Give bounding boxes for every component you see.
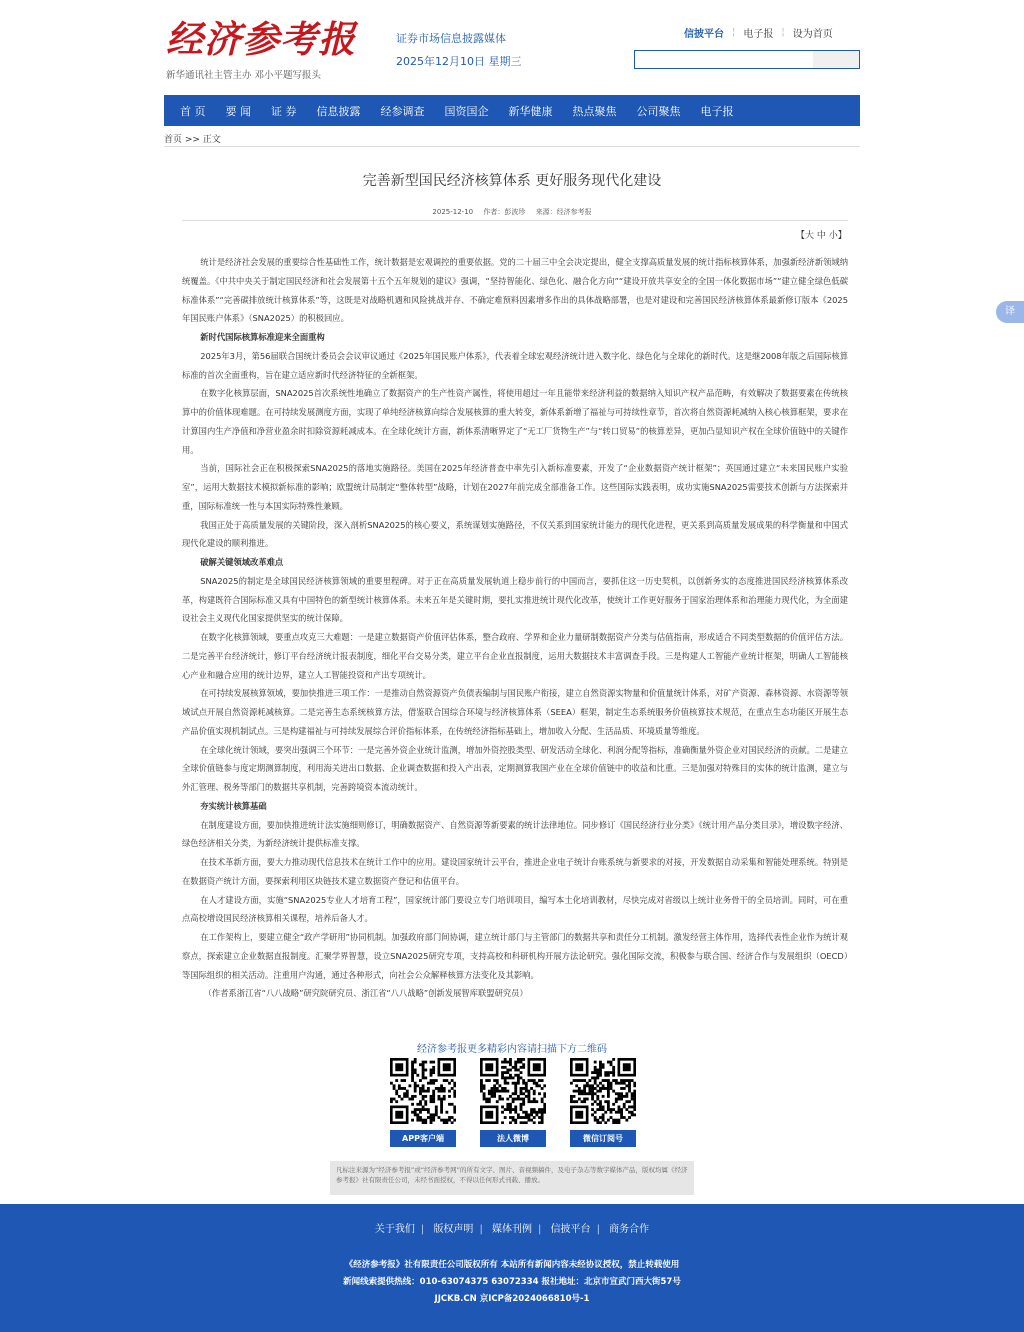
footer-icp: JJCKB.CN 京ICP备2024066810号-1 — [434, 1294, 590, 1304]
article-paragraph: 在数字化核算层面，SNA2025首次系统性地确立了数据资产的生产性资产属性，将使用超过一年且能带来经济利益的数据纳入知识产权产品范畴，有效解决了数据要素在传统核算中的价值体现难题。在可持续发展测度方面，实现了单纯经济核算向综合发展核算的重大转变，新体系新增了福祉与可持续性章节，首次将自然资源耗减纳入核心核算框架，要求在计算国内生产净值和净营业盈余时扣除资源耗减成本。在全球化统计方面，新体系清晰界定了“无工厂货物生产”与“转口贸易”的核算差异，更加凸显知识产权在全球价值链中的关键作用。 — [182, 388, 848, 455]
article-meta — [164, 207, 860, 217]
translate-button[interactable]: 译 — [996, 301, 1024, 323]
footer-link-disclosure[interactable]: 信披平台 — [550, 1224, 591, 1235]
article-paragraph: （作者系浙江省“八八战略”研究院研究员、浙江省“八八战略”创新发展智库联盟研究员） — [203, 988, 528, 999]
top-link-disclosure[interactable]: 信披平台 — [684, 29, 724, 40]
current-date: 2025年12月10日 星期三 — [396, 55, 522, 68]
qr-code-icon — [390, 1058, 456, 1124]
article-paragraph: 统计是经济社会发展的重要综合性基础性工作，统计数据是宏观调控的重要依据。党的二十届三中全会决定提出，健全支撑高质量发展的统计指标核算体系，加强新经济新领域纳统覆盖。《中共中央关于制定国民经济和社会发展第十五个五年规划的建议》强调，“坚持智能化、绿色化、融合化方向”“建设开放共享安全的全国一体化数据市场”“建立健全绿色低碳标准体系”“完善碳排放统计核算体系”等，这既是对战略机遇和风险挑战并存、不确定难预料因素增多作出的具体战略部署，也是对建设和完善国民经济核算体系最新修订版本《2025年国民账户体系》（SNA2025）的积极回应。 — [182, 257, 848, 324]
footer-link-business[interactable]: 商务合作 — [609, 1224, 650, 1235]
divider: | — [479, 1224, 483, 1235]
article-author: 作者：彭波珍 — [483, 208, 526, 216]
divider: ¦ — [781, 27, 785, 38]
article-paragraph: 在可持续发展核算领域，要加快推进三项工作：一是推动自然资源资产负债表编制与国民账户衔接，建立自然资源实物量和价值量统计体系，对矿产资源、森林资源、水资源等领域试点开展自然资源耗减核算。二是完善生态系统核算方法，借鉴联合国综合环境与经济核算体系（SEEA）框架，制定生态系统服务价值核算技术规范，在重点生态功能区开展生态产品价值实现机制试点。三是构建福祉与可持续发展综合评价指标体系，在传统经济指标基础上，增加收入分配、生活品质、环境质量等维度。 — [182, 688, 848, 736]
article-title: 完善新型国民经济核算体系 更好服务现代化建设 — [362, 173, 662, 189]
article-body — [182, 253, 848, 1003]
divider: | — [596, 1224, 600, 1235]
qr-wechat[interactable] — [570, 1058, 636, 1147]
article-paragraph: 我国正处于高质量发展的关键阶段，深入剖析SNA2025的核心要义，系统谋划实施路径，不仅关系到国家统计能力的现代化进程，更关系到高质量发展成果的科学衡量和中国式现代化建设的顺利推进。 — [182, 519, 848, 549]
nav-item-epaper[interactable]: 电子报 — [700, 104, 734, 118]
qr-label-wechat: 微信订阅号 — [570, 1130, 636, 1147]
top-links — [676, 25, 841, 40]
article-paragraph: 在制度建设方面，要加快推进统计法实施细则修订，明确数据资产、自然资源等新要素的统计法律地位。同步修订《国民经济行业分类》《统计用产品分类目录》，增设数字经济、绿色经济相关分类，为新经济统计提供标准支撑。 — [182, 819, 848, 849]
qr-weibo[interactable] — [480, 1058, 546, 1147]
article-paragraph: 当前，国际社会正在积极探索SNA2025的落地实施路径。美国在2025年经济普查中率先引入新标准要素，开发了“企业数据资产统计框架”；英国通过建立“未来国民账户实验室”，运用大数据技术模拟新标准的影响；欧盟统计局制定“整体转型”战略，计划在2027年前完成全部准备工作。这些国际实践表明，成功实施SNA2025需要技术创新与方法探索并重，国际标准统一性与本国实际特殊性兼顾。 — [182, 463, 848, 511]
nav-item-hot-topics[interactable]: 热点聚焦 — [572, 104, 617, 118]
footer-link-copyright[interactable]: 版权声明 — [433, 1224, 474, 1235]
article-paragraph: 2025年3月，第56届联合国统计委员会会议审议通过《2025年国民账户体系》，代表着全球宏观经济统计进入数字化、绿色化与全球化的新时代。这是继2008年版之后国际核算标准的首次全面重构，旨在建立适应新时代经济特征的全新框架。 — [182, 350, 848, 380]
footer-contact: 新闻线索提供热线：010-63074375 63072334 报社地址：北京市宣武门西大街57号 — [343, 1277, 681, 1287]
article-paragraph: 在数字化核算领域，要重点攻克三大难题：一是建立数据资产价值评估体系，整合政府、学界和企业力量研制数据资产分类与估值指南，形成适合不同类型数据的价值评估方法。二是完善平台经济统计，修订平台经济统计报表制度，细化平台交易分类，建立平台企业直报制度，运用大数据技术丰富调查手段。三是构建人工智能产业统计框架，明确人工智能核心产业和融合应用的统计边界，建立人工智能投资和产出专项统计。 — [182, 632, 848, 680]
qr-code-icon — [570, 1058, 636, 1124]
nav-item-home[interactable]: 首 页 — [180, 104, 206, 118]
divider — [182, 220, 848, 221]
section-heading: 夯实统计核算基础 — [200, 800, 267, 811]
qr-title: 经济参考报更多精彩内容请扫描下方二维码 — [417, 1044, 607, 1055]
logo-text: 经济参考报 — [166, 17, 356, 61]
top-link-epaper[interactable]: 电子报 — [743, 29, 774, 40]
section-heading: 破解关键领域改革难点 — [200, 557, 284, 567]
article-paragraph: 在人才建设方面，实施“SNA2025专业人才培育工程”，国家统计部门要设立专门培训项目，编写本土化培训教材，尽快完成对省级以上统计业务骨干的全员培训。同时，可在重点高校增设国民经济核算相关课程，培养后备人才。 — [182, 894, 848, 924]
search-button[interactable] — [813, 51, 859, 68]
footer — [0, 1204, 1024, 1332]
breadcrumb[interactable]: 首页 >> 正文 — [164, 135, 221, 145]
article-paragraph: 在工作架构上，要建立健全“政产学研用”协同机制。加强政府部门间协调，建立统计部门与主管部门的数据共享和责任分工机制。激发经营主体作用，选择代表性企业作为统计观察点，探索建立企业数据直报制度。汇聚学界智慧，设立SNA2025研究专项，支持高校和科研机构开展方法论研究。强化国际交流，积极参与联合国、经济合作与发展组织（OECD）等国际组织的相关活动。注重用户沟通，通过各种形式，向社会公众解释核算方法变化及其影响。 — [182, 932, 848, 980]
logo-subtitle: 新华通讯社主管主办 邓小平题写报头 — [166, 70, 322, 81]
font-size-controls[interactable]: 【大 中 小】 — [796, 231, 847, 241]
nav-item-investigation[interactable]: 经参调查 — [380, 104, 425, 118]
footer-link-rates[interactable]: 媒体刊例 — [492, 1224, 532, 1235]
copyright-disclaimer: 凡标注来源为“经济参考报”或“经济参考网”的所有文字、图片、音视频稿件，及电子杂志等数字媒体产品，版权均属《经济参考报》社有限责任公司，未经书面授权，不得以任何形式刊载、播放。 — [330, 1161, 694, 1195]
site-logo[interactable] — [166, 14, 356, 64]
main-nav — [164, 95, 860, 126]
footer-links — [0, 1220, 1024, 1235]
search-box — [634, 50, 860, 69]
qr-label-app: APP客户端 — [390, 1130, 456, 1147]
nav-item-news[interactable]: 要 闻 — [225, 104, 251, 118]
section-heading: 新时代国际核算标准迎来全面重构 — [200, 332, 325, 342]
article-date: 2025-12-10 — [432, 208, 474, 216]
nav-item-securities[interactable]: 证 券 — [271, 104, 297, 118]
top-link-set-homepage[interactable]: 设为首页 — [792, 29, 833, 40]
nav-item-soe[interactable]: 国资国企 — [444, 104, 489, 118]
qr-app[interactable] — [390, 1058, 456, 1147]
qr-code-icon — [480, 1058, 546, 1124]
nav-item-companies[interactable]: 公司聚焦 — [636, 104, 681, 118]
article-paragraph: SNA2025的制定是全球国民经济核算领域的重要里程碑。对于正在高质量发展轨道上稳步前行的中国而言，要抓住这一历史契机，以创新务实的态度推进国民经济核算体系改革，构建既符合国际标准又具有中国特色的新型统计核算体系。未来五年是关键时期，要扎实推进统计现代化改革，使统计工作更好服务于国家治理体系和治理能力现代化，为全面建设社会主义现代化国家提供坚实的统计保障。 — [182, 575, 848, 624]
article-source: 来源：经济参考报 — [535, 208, 592, 216]
footer-copyright: 《经济参考报》社有限责任公司版权所有 本站所有新闻内容未经协议授权，禁止转载使用 — [344, 1260, 680, 1270]
footer-link-about[interactable]: 关于我们 — [374, 1224, 415, 1235]
nav-item-health[interactable]: 新华健康 — [508, 104, 553, 118]
article-paragraph: 在技术革新方面，要大力推动现代信息技术在统计工作中的应用。建设国家统计云平台，推进企业电子统计台账系统与新要求的对接，开发数据自动采集和智能处理系统。特别是在数据资产统计方面，要探索利用区块链技术建立数据资产登记和估值平台。 — [182, 857, 848, 886]
divider — [164, 146, 860, 147]
divider: ¦ — [732, 27, 736, 38]
site-slogan: 证券市场信息披露媒体 — [396, 32, 506, 45]
divider: | — [420, 1224, 425, 1235]
nav-item-disclosure[interactable]: 信息披露 — [316, 104, 361, 118]
qr-label-weibo: 法人微博 — [480, 1130, 546, 1147]
divider: | — [538, 1224, 542, 1235]
article-paragraph: 在全球化统计领域，要突出强调三个环节：一是完善外资企业统计监测，增加外资控股类型、研发活动全球化、利润分配等指标，准确衡量外资企业对国民经济的贡献。二是建立全球价值链参与度定期测算制度，利用海关进出口数据、企业调查数据和投入产出表，定期测算我国产业在全球价值链中的收益和比重。三是加强对特殊目的实体的统计监测，建立与外汇管理、税务等部门的数据共享机制，完善跨境资本流动统计。 — [182, 744, 848, 792]
